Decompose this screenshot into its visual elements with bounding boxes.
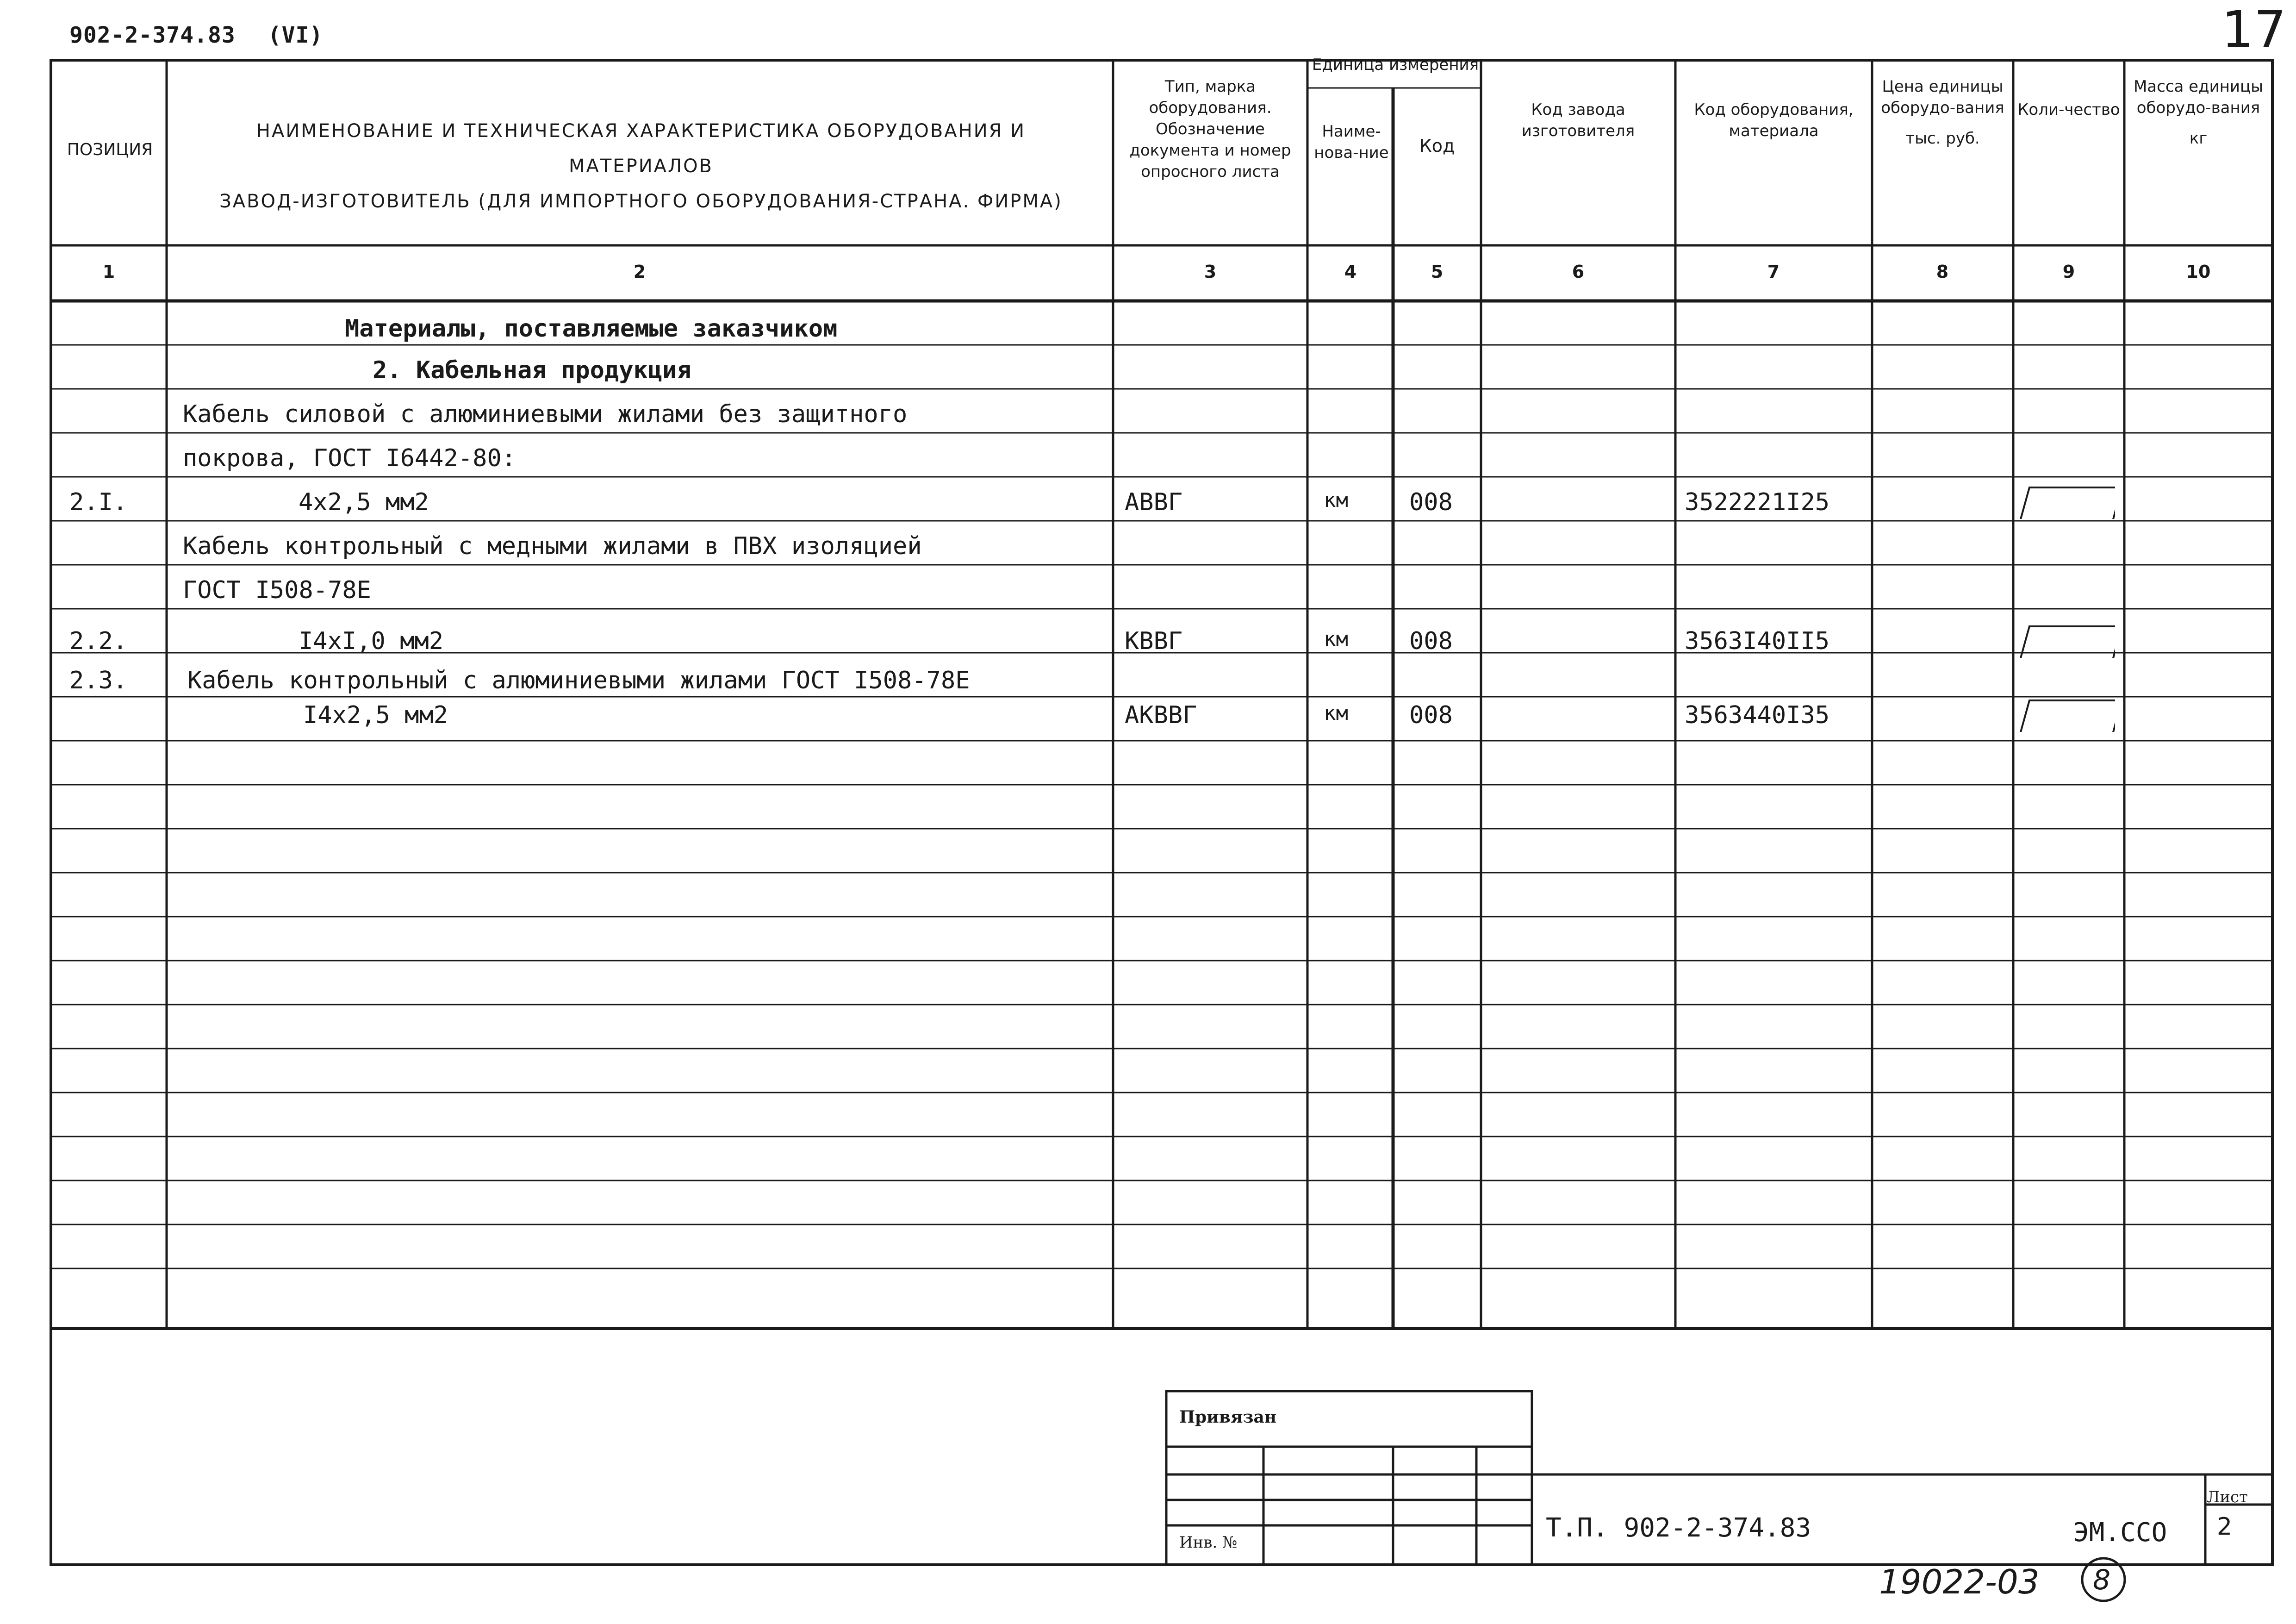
row-unit: км: [1324, 627, 1348, 651]
col-header-plant-code: Код завода изготовителя: [1521, 100, 1635, 140]
row-material-code: 3563440I35: [1685, 701, 1830, 729]
row-name: I4хI,0 мм2: [299, 627, 444, 655]
col-header-unit-group: Единица измерения: [1312, 56, 1479, 74]
qty-box: [2020, 626, 2115, 658]
col-header-unit-code: Код: [1419, 136, 1455, 156]
row-name: Кабель контрольный с медными жилами в ПВХ изоляцией: [183, 532, 922, 560]
row-mark: АКВВГ: [1125, 701, 1197, 729]
col-header-material-code: Код оборудования, материала: [1694, 100, 1854, 140]
col-header-mark: Тип, марка оборудования. Обозначение документа и номер опросного листа: [1129, 77, 1291, 181]
privyazan-label: Привязан: [1179, 1407, 1277, 1427]
row-position: 2.I.: [69, 488, 128, 516]
qty-box: [2020, 487, 2115, 519]
column-number: 9: [2062, 262, 2075, 282]
row-name: 2. Кабельная продукция: [373, 356, 691, 384]
row-material-code: 3522221I25: [1685, 488, 1830, 516]
handwritten-number: 19022-03: [1879, 1562, 2040, 1601]
col-header-name: НАИМЕНОВАНИЕ И ТЕХНИЧЕСКАЯ ХАРАКТЕРИСТИКА ОБОРУДОВАНИЯ И МАТЕРИАЛОВ ЗАВОД-ИЗГОТОВИТЕЛЬ (ДЛЯ ИМПОРТНОГО ОБОРУДОВАНИЯ-СТРАНА. ФИРМА): [219, 120, 1063, 212]
sheet-number: 2: [2217, 1513, 2233, 1541]
row-name: ГОСТ I508-78Е: [183, 576, 371, 604]
row-unit-code: 008: [1409, 627, 1453, 655]
row-mark: АВВГ: [1125, 488, 1183, 516]
column-number: 8: [1936, 262, 1949, 282]
qty-field: [2013, 698, 2115, 732]
row-unit-code: 008: [1409, 488, 1453, 516]
column-number: 4: [1344, 262, 1357, 282]
revision-mark: (VI): [268, 22, 324, 48]
qty-box: [2020, 700, 2115, 732]
col-header-pos: ПОЗИЦИЯ: [67, 140, 153, 159]
column-number: 3: [1204, 262, 1217, 282]
row-material-code: 3563I40II5: [1685, 627, 1830, 655]
column-number: 5: [1431, 262, 1444, 282]
circled-number: 8: [2093, 1564, 2111, 1596]
sheet-label: Лист: [2207, 1488, 2248, 1506]
row-name: I4х2,5 мм2: [303, 701, 448, 729]
row-mark: КВВГ: [1125, 627, 1183, 655]
row-name: Кабель силовой с алюминиевыми жилами без защитного: [183, 400, 908, 428]
col-header-mass: Масса единицы оборудо-вания кг: [2133, 77, 2264, 148]
column-number: 1: [102, 262, 115, 282]
column-number: 10: [2186, 262, 2211, 282]
row-position: 2.2.: [69, 627, 128, 655]
inv-no-label: Инв. №: [1179, 1533, 1238, 1552]
col-header-price: Цена единицы оборудо-вания тыс. руб.: [1881, 77, 2004, 148]
row-name: Материалы, поставляемые заказчиком: [345, 315, 838, 343]
row-unit: км: [1324, 701, 1348, 725]
column-number: 6: [1572, 262, 1585, 282]
qty-field: [2013, 624, 2115, 658]
row-name: Кабель контрольный с алюминиевыми жилами ГОСТ I508-78Е: [187, 667, 970, 694]
sheet-mark: 17: [2221, 0, 2286, 59]
row-name: 4х2,5 мм2: [299, 488, 429, 516]
col-header-unit-name: Наиме-нова-ние: [1314, 122, 1389, 162]
row-unit: км: [1324, 488, 1348, 512]
stamp-doc-code: Т.П. 902-2-374.83: [1546, 1513, 1811, 1543]
column-number: 7: [1767, 262, 1780, 282]
stamp-sheet-code: ЭМ.ССО: [2073, 1518, 2167, 1548]
column-number: 2: [633, 262, 646, 282]
qty-field: [2013, 485, 2115, 519]
col-header-qty: Коли-чество: [2017, 100, 2120, 119]
document-code-top: 902-2-374.83 (VI): [69, 22, 324, 48]
row-unit-code: 008: [1409, 701, 1453, 729]
row-position: 2.3.: [69, 667, 128, 694]
row-name: покрова, ГОСТ I6442-80:: [183, 444, 516, 472]
